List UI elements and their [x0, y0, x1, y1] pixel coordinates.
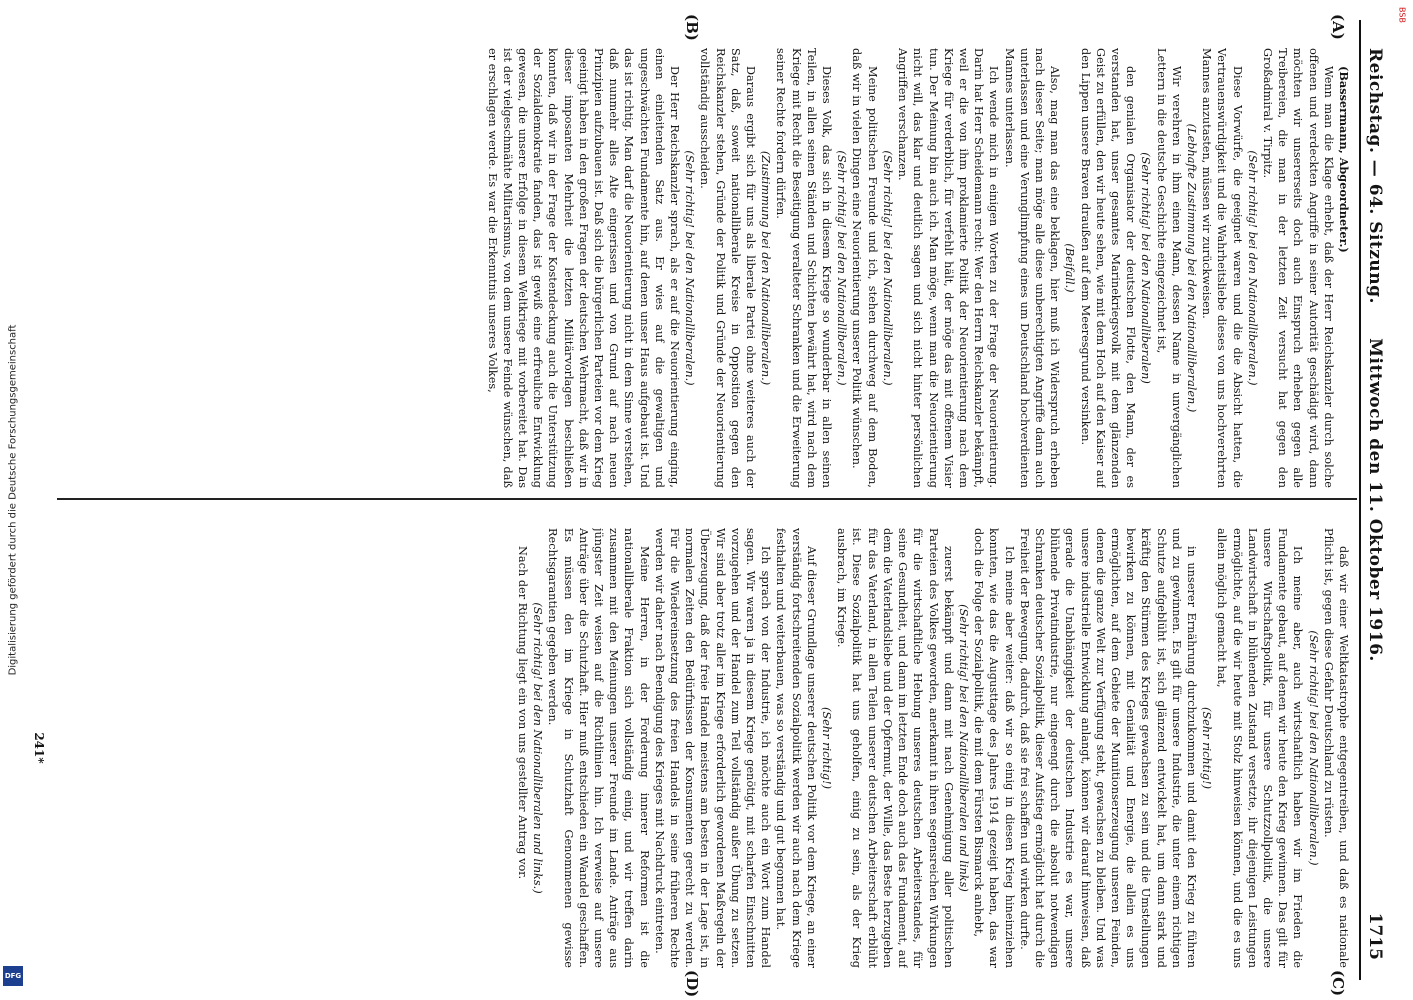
- paragraph: in unserer Ernährung durchzukommen und damit den Krieg zu führen und zu gewinnen. Es gilt für unsere Industrie, die unter einem richtigen Schutze aufgeblüht ist, sich glänzend entwickelt hat, um dann stark und kräftig den Stürmen des Krieges gewachsen zu sein und die Umstellungen bewirken zu können, mit Genialität und Energie, die allein es uns ermöglichten, auf dem Gebiete der Munitionserzeugung unseren Feinden, denen die ganze Welt zur Verfügung steht, gewachsen zu bleiben. Und was unsere industrielle Entwicklung anlangt, können wir darauf hinweisen, daß gerade die Unabhängigkeit der deutschen Industrie es war, unsere blühende Privatindustrie, nur eingeengt durch die absolut notwendigen Schranken deutscher Sozialpolitik, dieser Aufstieg ermöglicht hat durch die Freiheit der Bewegung, dadurch, daß sie frei schaffen und wirken durfte.: [1017, 528, 1198, 968]
- interjection: (Sehr richtig!): [1200, 706, 1214, 790]
- paragraph: Also, mag man das eine beklagen, hier muß ich Widerspruch erheben nach dieser Seite; man möge alle diese unberechtigten Angriffe dann auch unterlassen und eine Verunglimpfung eines um Deutschland hochverdienten Mannes unterlassen.: [1002, 48, 1062, 488]
- interjection: (Sehr richtig! bei den Nationalliberalen.): [835, 150, 849, 386]
- dfg-logo: DFG: [3, 966, 23, 986]
- funding-notice-strip: [0, 0, 26, 1000]
- interjection: (Sehr richtig! bei den Nationalliberalen und links): [956, 604, 970, 892]
- paragraph: Diese Vorwürfe, die geeignet waren und die die Absicht hatten, die Vertrauenswürdigkeit und die Wahrheitsliebe dieses von uns hochverehrten Mannes anzutasten, müssen wir zurückweisen.: [1200, 48, 1244, 488]
- margin-mark-d: (D): [683, 970, 701, 998]
- interjection: (Sehr richtig! bei den Nationalliberalen.): [1306, 630, 1320, 866]
- header-left: Reichstag. — 64. Sitzung.: [1365, 48, 1385, 304]
- paragraph: Meine Herren, in der Forderung innerer Reformen ist die nationalliberale Fraktion sich vollständig einig, und wir treffen darin zusammen mit den Meinungen unserer Freunde im Lande. Anträge aus jüngster Zeit weisen auf die Richtlinien hin. Ich verweise auf unsere Anträge über die Schutzhaft. Hier muß entschieden ein Wandel geschaffen. Es müssen den im Kriege in Schutzhaft Genommenen gewisse Rechtsgarantien gegeben werden.: [546, 528, 651, 968]
- left-column: [51, 48, 1351, 488]
- interjection: (Sehr richtig! bei den Nationalliberalen und links.): [531, 602, 545, 894]
- paragraph: Der Herr Reichskanzler sprach, als er auf die Neuorientierung einging, einen einleitenden Satz aus. Er wies auf die gewaltigen und ungeschwächten Fundamente hin, auf denen unser Haus aufgebaut ist. Und das ist richtig. Man darf die Neuorientierung nicht in dem Sinne verstehen, daß nunmehr alles Alte eingerissen und von Grund auf nach neuen Prinzipien aufzubauen ist. Daß sich die bürgerlichen Parteien vor dem Krieg geeinigt haben in den großen Fragen der deutschen Wehrmacht, daß wir in dieser imposanten Mehrheit die letzten Militärvorlagen beschließen konnten, daß wir in der Frage der Kostendeckung auch die Unterstützung der Sozialdemokratie fanden, das ist gewiß eine erfreuliche Entwicklung gewesen, die unsere Erfolge in diesem Weltkriege mit vorbereitet hat. Das ist der vielgeschmähte Militarismus, von dem unsere Feinde wünschen, daß er erschlagen werde. Es war die Erkenntnis unseres Volkes,: [485, 48, 682, 488]
- column-divider: [57, 498, 1357, 500]
- interjection: (Lebhafte Zustimmung bei den Nationalliberalen.): [1184, 123, 1198, 413]
- paragraph: den genialen Organisator der deutschen Flotte, den Mann, der es verstanden hat, unser gesamtes Marinekriegsvolk mit dem glänzenden Geist zu erfüllen, den wir heute sehen, wie mit dem Hoch auf den Kaiser auf den Lippen unsere Braven draußen auf dem Meeresgrund versinken.: [1078, 48, 1138, 488]
- paragraph: Ich sprach von der Industrie, ich möchte auch ein Wort zum Handel sagen. Wir waren ja in diesem Kriege genötigt, mit scharfen Einschnitten vorzugehen und der Handel zum Teil vollständig außer Übung zu setzen. Wir sind aber trotz aller im Kriege erforderlich gewordenen Maßregeln der Überzeugung, daß der freie Handel meistens am besten in der Lage ist, in normalen Zeiten den Bedürfnissen der Konsumenten gerecht zu werden. Für die Wiedereinsetzung des freien Handels in seine früheren Rechte werden wir daher nach Beendigung des Krieges mit Nachdruck eintreten.: [652, 528, 773, 968]
- header-date: Mittwoch den 11. Oktober 1916.: [1365, 338, 1385, 662]
- interjection: (Beifall.): [1063, 243, 1077, 293]
- paragraph: Dieses Volk, das sich in diesem Kriege so wunderbar in allen seinen Teilen, in allen seinen Ständen und Schichten bewährt hat, wird nach dem Kriege mit Recht die Beseitigung veralteter Schranken und die Erweiterung seiner Rechte fordern dürfen.: [774, 48, 834, 488]
- paragraph: Ich meine aber, auch wirtschaftlich haben wir im Frieden die Fundamente gebaut, auf denen wir heute den Krieg gewinnen. Das gilt für unsere Wirtschaftspolitik, für unsere Schutzzollpolitik, die unsere Landwirtschaft in blühenden Zustand versetzte, ihr diejenigen Leistungen ermöglichte, auf die wir heute mit Stolz hinweisen können, und die es uns allein möglich gemacht hat,: [1215, 528, 1305, 968]
- header-rule: [1359, 20, 1361, 980]
- paragraph: Auf dieser Grundlage unserer deutschen Politik vor dem Kriege, an einer verständig fortschreitenden Sozialpolitik werden wir auch nach dem Kriege festhalten und weiterbauen, was so verständig und gut begonnen hat.: [774, 528, 818, 968]
- interjection: (Sehr richtig!): [820, 706, 834, 790]
- paragraph: Ich meine aber weiter: daß wir so einig in diesen Krieg hineinziehen konnten, wie das die Augusttage des Jahres 1914 gezeigt haben, das war doch die Folge der Sozialpolitik, die mit dem Fürsten Bismarck anhebt,: [972, 528, 1016, 968]
- page-signature: 241*: [32, 732, 46, 764]
- interjection: (Sehr richtig! bei den Nationalliberalen.): [683, 150, 697, 386]
- margin-mark-c: (C): [1329, 970, 1347, 997]
- margin-mark-a: (A): [1329, 14, 1347, 40]
- library-mark-text: BSB: [1397, 7, 1407, 23]
- paragraph: Ich wende mich in einigen Worten zu der Frage der Neuorientierung. Darin hat Herr Scheidemann recht: Wer den Herrn Reichskanzler bekämpft, weil er die von ihm proklamierte Politik der Neuorientierung nach dem Kriege für verderblich, für verfehlt hält, der möge das mit offenem Visier tun. Der Meinung bin auch ich. Man möge, wenn man die Neuorientierung nicht will, das klar und deutlich sagen und sich nicht hinter persönlichen Angriffen verschanzen.: [896, 48, 1001, 488]
- newspaper-page: [31, 0, 1391, 1000]
- paragraph: zuerst bekämpft und dann mit nach Genehmigung aller politischen Parteien des Volkes geworden, anerkannt in ihren segensreichen Wirkungen für die wirtschaftliche Hebung unseres deutschen Arbeiterstandes, für seine Gesundheit, und dann im letzten Ende doch auch das Fundament, auf dem die Vaterlandsliebe und der Opfermut, der Wille, das Beste herzugeben für das Vaterland, in allen Teilen unserer deutschen Arbeiterschaft erblüht ist. Diese Sozialpolitik hat uns geholfen, einig zu sein, als der Krieg ausbrach, im Kriege.: [835, 528, 955, 968]
- speaker-name: (Bassermann, Abgeordneter.): [1337, 66, 1351, 253]
- right-column: [51, 528, 1351, 968]
- margin-mark-b: (B): [683, 14, 701, 41]
- paragraph: Meine politischen Freunde und ich, stehen durchweg auf dem Boden, daß wir in vielen Dingen eine Neuorientierung unserer Politik wünschen.: [850, 48, 879, 488]
- paragraph: Wir verehren in ihm einen Mann, dessen Name in unvergänglichen Lettern in die deutsche Geschichte eingezeichnet ist,: [1154, 48, 1183, 488]
- interjection: (Sehr richtig! bei den Nationalliberalen): [1139, 152, 1153, 384]
- paragraph: daß wir einer Weltkatastrophe entgegentreiben, und daß es nationale Pflicht ist, gegen diese Gefahr Deutschland zu rüsten.: [1321, 528, 1350, 968]
- speaker-line: [1336, 48, 1351, 488]
- paragraph: Nach der Richtung liegt ein von uns gestellter Antrag vor.: [516, 546, 530, 880]
- paragraph: Wenn man die Klage erhebt, daß der Herr Reichskanzler durch solche offenen und verdeckten Angriffe in seiner Autorität geschädigt wird, dann möchten wir unsererseits doch auch Einspruch erheben gegen alle Treibereien, die man in der letzten Zeit versucht hat gegen den Großadmiral v. Tirpitz.: [1260, 48, 1335, 488]
- page-number: 1715: [1365, 912, 1385, 960]
- library-mark: [1392, 2, 1412, 28]
- funding-notice: Digitalisierung gefördert durch die Deutsche Forschungsgemeinschaft: [7, 324, 19, 676]
- paragraph: Daraus ergibt sich für uns als liberale Partei ohne weiteres auch der Satz, daß, soweit nationalliberale Kreise in Opposition gegen den Reichskanzler stehen, Gründe der Politik und Gründe der Neuorientierung vollständig ausscheiden.: [698, 48, 758, 488]
- interjection: (Zustimmung bei den Nationalliberalen.): [759, 150, 773, 386]
- interjection: (Sehr richtig! bei den Nationalliberalen.): [1245, 150, 1259, 386]
- interjection: (Sehr richtig! bei den Nationalliberalen.): [880, 150, 894, 386]
- page-header: [1363, 20, 1389, 980]
